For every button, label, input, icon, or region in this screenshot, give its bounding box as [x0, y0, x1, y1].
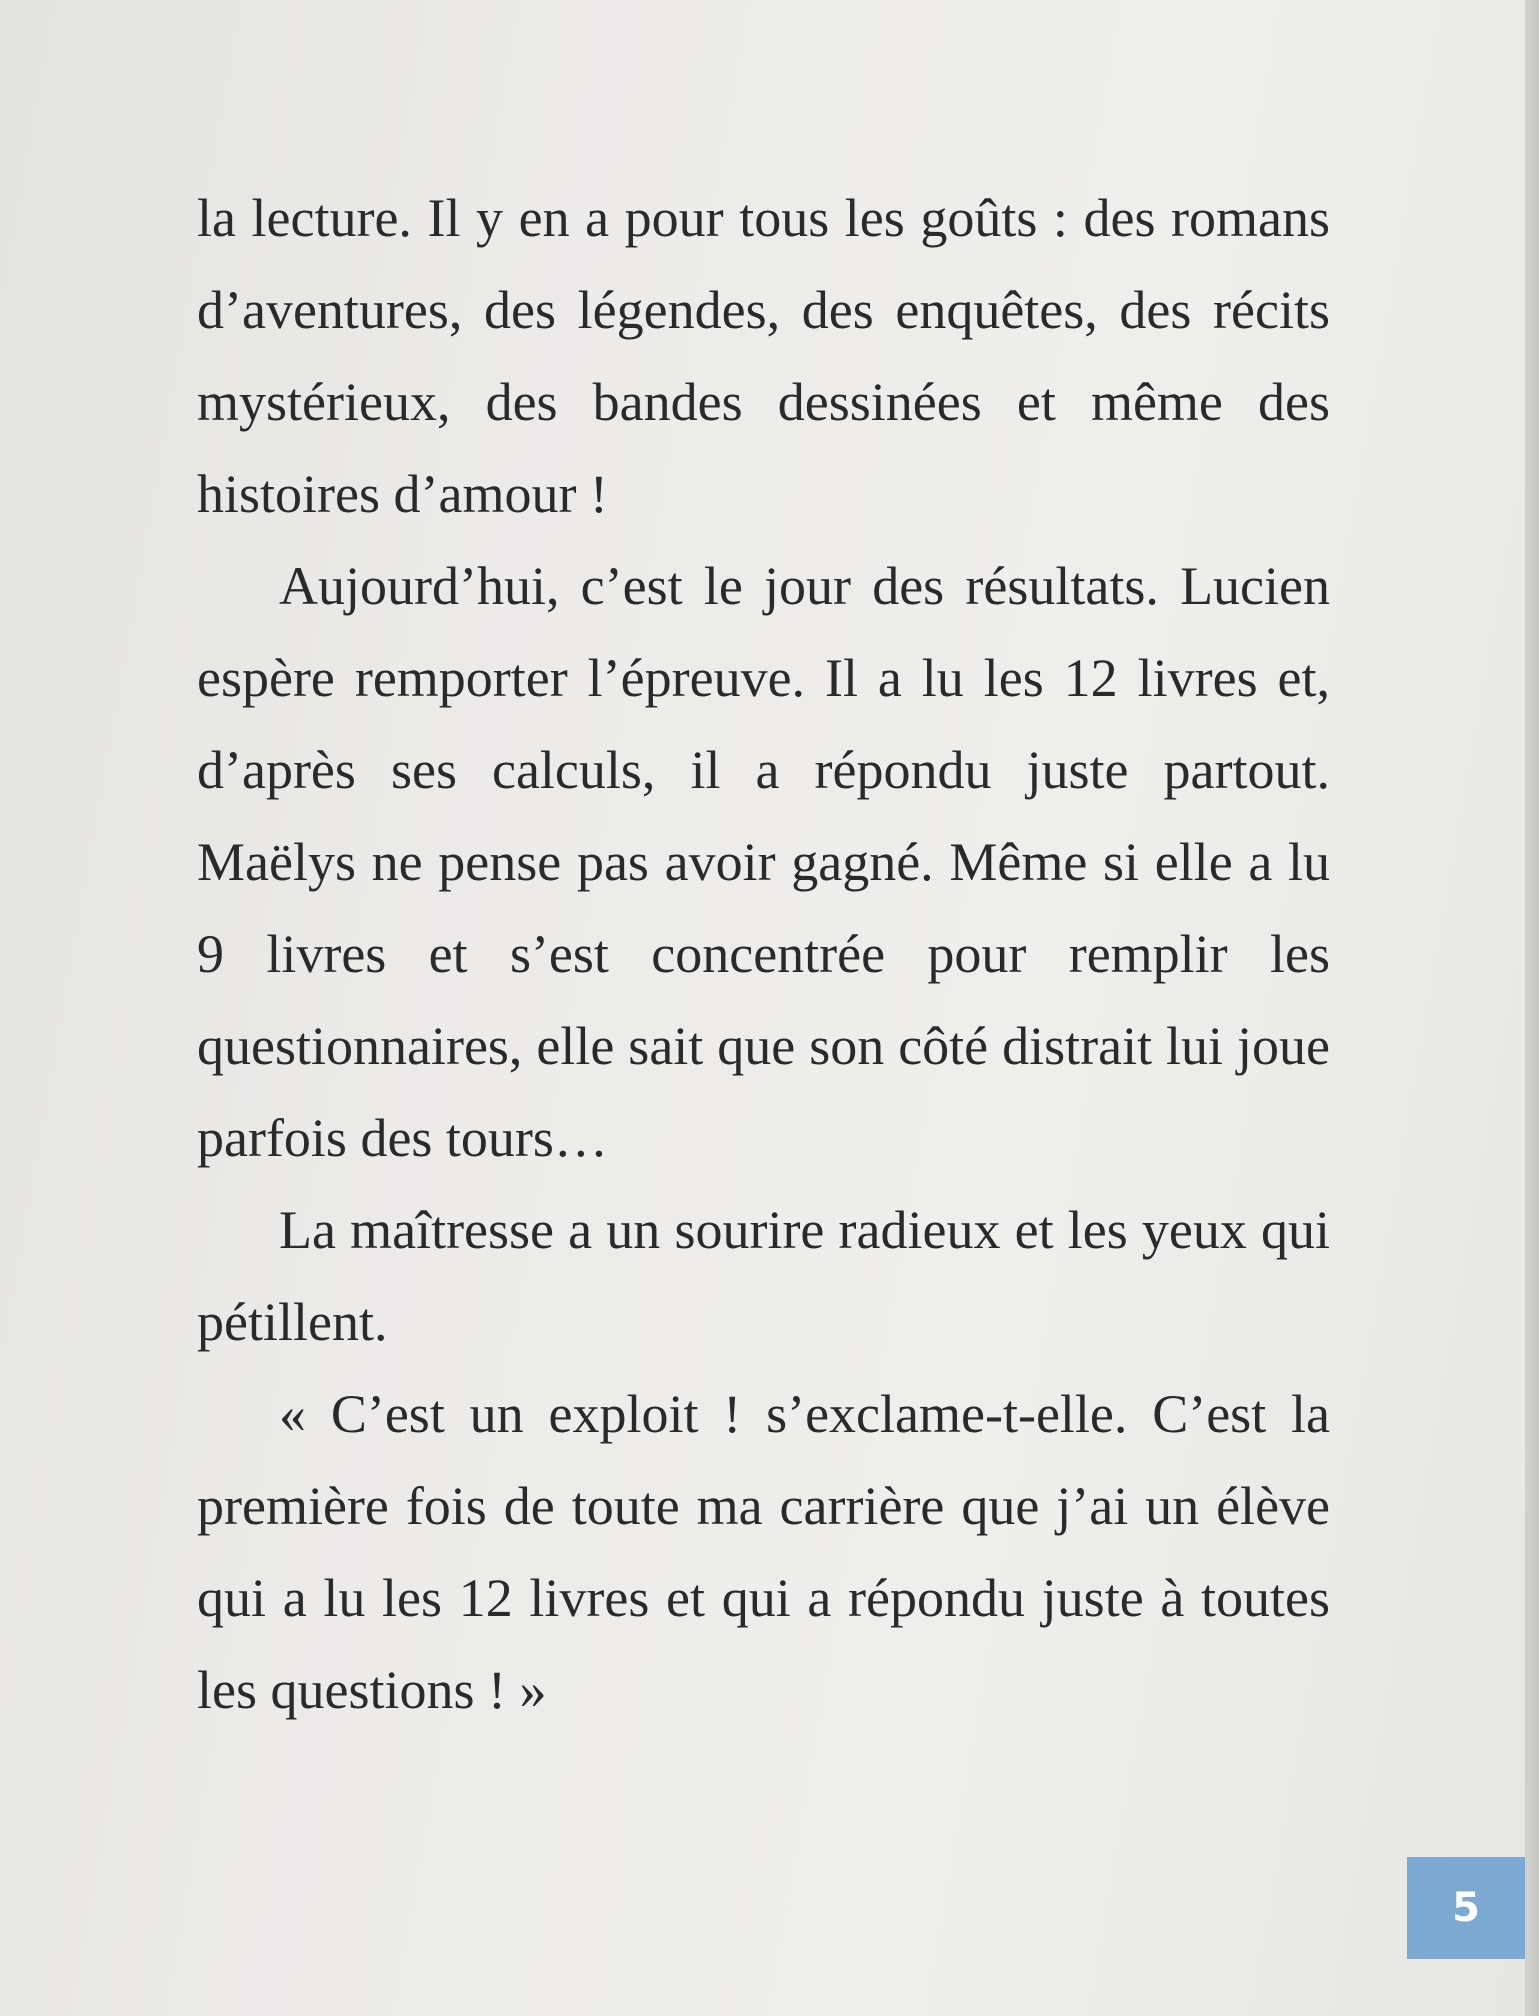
paragraph-teacher-quote: « C’est un exploit ! s’exclame-t-elle. C’est la première fois de toute ma carrière que j’ai un élève qui a lu les 12 livres et qui a répondu juste à toutes les questions ! » [197, 1384, 1330, 1720]
paragraph-results-day: Aujourd’hui, c’est le jour des résultats. Lucien espère remporter l’épreuve. Il a lu les 12 livres et, d’après ses calculs, il a répondu juste partout. Maëlys ne pense pas avoir gagné. Même si elle a lu 9 livres et s’est concentrée pour remplir les questionnaires, elle sait que son côté distrait lui joue parfois des tours… [197, 556, 1330, 1168]
page-edge-shadow [1525, 0, 1539, 2016]
page-number-badge: 5 [1407, 1857, 1525, 1959]
page-text [197, 172, 1330, 1736]
paragraph-continuation: la lecture. Il y en a pour tous les goûts : des romans d’aventures, des légendes, des enquêtes, des récits mystérieux, des bandes dessinées et même des histoires d’amour ! [197, 188, 1330, 524]
paragraph-teacher-smile: La maîtresse a un sourire radieux et les yeux qui pétillent. [197, 1200, 1330, 1352]
